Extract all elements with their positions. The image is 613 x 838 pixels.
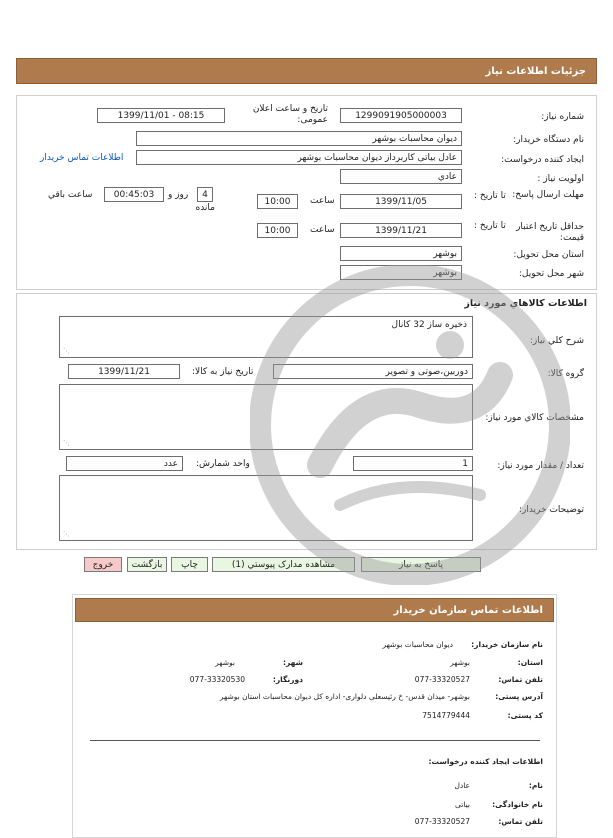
reply-button[interactable]: پاسخ به نیاز [361,557,481,572]
buyer-field: دیوان محاسبات بوشهر [136,131,462,146]
spec-textarea[interactable] [59,384,473,450]
goods-group-label: گروه کالا: [547,369,584,379]
contact-phone-label: تلفن تماس: [498,675,543,684]
deadline-time-label: ساعت [310,196,335,206]
contact-fax-label: دورنگار: [272,675,303,684]
contact-province-label: استان: [517,658,543,667]
creator-family-value: بیاتی [455,800,470,809]
remaining-label-2: مانده [195,203,215,213]
contact-fax-value: 077-33320530 [189,675,245,684]
address-value: بوشهر- میدان قدس- خ رئیسعلی دلواری- اداره کل دیوان محاسبات استان بوشهر [219,692,470,701]
days-label: روز و [168,190,189,200]
deadline-date-field: 1399/11/05 [340,194,462,209]
general-desc-textarea[interactable] [59,316,473,358]
general-desc-label: شرح کلي نياز: [529,336,584,346]
goods-section-title: اطلاعات کالاهاي مورد نياز [464,298,587,309]
creator-field: عادل بیاتی کاربرداز دیوان محاسبات بوشهر [136,150,462,165]
need-number-field: 1299091905000003 [340,108,462,123]
org-label: نام سازمان خریدار: [471,640,543,649]
deadline-to-date-label: تا تاریخ : [474,191,506,201]
remaining-label: ساعت باقي [48,190,93,200]
need-date-field: 1399/11/21 [68,364,180,379]
creator-phone-value: 077-33320527 [414,817,470,826]
contact-title-bar [75,598,554,622]
unit-label: واحد شمارش: [196,459,250,469]
validity-time-field: 10:00 [257,223,298,238]
page-title-bar [16,58,597,84]
buyer-label: نام دستگاه خریدار: [513,135,584,145]
announce-field: 1399/11/01 - 08:15 [97,108,225,123]
print-button[interactable]: چاپ [171,557,208,572]
validity-label: حداقل تاریخ اعتبار قیمت: [516,222,584,243]
contact-province-value: بوشهر [450,658,470,667]
buyer-notes-textarea[interactable] [59,475,473,541]
general-desc-text: ذخیره ساز 32 کانال [391,320,467,330]
creator-info-title: اطلاعات ایجاد کننده درخواست: [428,757,543,766]
creator-name-value: عادل [454,781,470,790]
contact-phone-value: 077-33320527 [414,675,470,684]
city-label: شهر محل تحویل: [518,269,584,279]
deadline-time-field: 10:00 [257,194,298,209]
need-date-label: تاریخ نیاز به کالا: [192,367,254,377]
creator-phone-label: تلفن تماس: [498,817,543,826]
spec-label: مشخصات کالاي مورد نياز: [485,413,584,423]
contact-city-value: بوشهر [215,658,235,667]
address-label: آدرس پستی: [495,692,543,701]
qty-field: 1 [353,456,473,471]
remaining-time-field: 00:45:03 [104,187,164,202]
unit-field: عدد [66,456,183,471]
creator-family-label: نام خانوادگی: [492,800,543,809]
validity-time-label: ساعت [310,225,335,235]
contact-card [72,594,557,838]
resize-grip-icon: ⋰ [63,439,69,447]
resize-grip-icon: ⋰ [63,347,69,355]
priority-label: اولویت نیاز : [537,174,584,184]
creator-name-label: نام: [528,781,543,790]
goods-group-field: دوربین،صوتی و تصویر [273,364,473,379]
need-number-label: شماره نیاز: [541,112,584,122]
exit-button[interactable]: خروج [84,557,122,572]
back-button[interactable]: بازگشت [127,557,167,572]
deadline-label: مهلت ارسال پاسخ: [512,190,584,200]
buyer-notes-label: توضیحات خریدار: [518,505,584,515]
announce-label: تاریخ و ساعت اعلان عمومی: [252,104,328,125]
postal-label: کد پستی: [507,711,543,720]
org-value: دیوان محاسبات بوشهر [382,640,453,649]
buyer-contact-link[interactable]: اطلاعات تماس خریدار [40,153,124,163]
contact-divider [90,740,540,741]
postal-value: 7514779444 [422,711,470,720]
page-title: جزئیات اطلاعات نیاز [485,65,586,77]
priority-field: عادي [340,169,462,184]
validity-date-field: 1399/11/21 [340,223,462,238]
days-remaining-field: 4 [197,187,213,202]
creator-label: ایجاد کننده درخواست: [501,155,584,165]
province-label: استان محل تحویل: [513,250,584,260]
resize-grip-icon: ⋰ [63,530,69,538]
validity-to-date-label: تا تاریخ : [474,221,506,231]
attachments-button[interactable]: مشاهده مدارک پیوستي (1) [212,557,355,572]
contact-title: اطلاعات تماس سازمان خریدار [393,604,543,616]
province-field: بوشهر [340,246,462,261]
qty-label: تعداد / مقدار مورد نیاز: [497,461,584,471]
contact-city-label: شهر: [283,658,303,667]
city-field: بوشهر [340,265,462,280]
